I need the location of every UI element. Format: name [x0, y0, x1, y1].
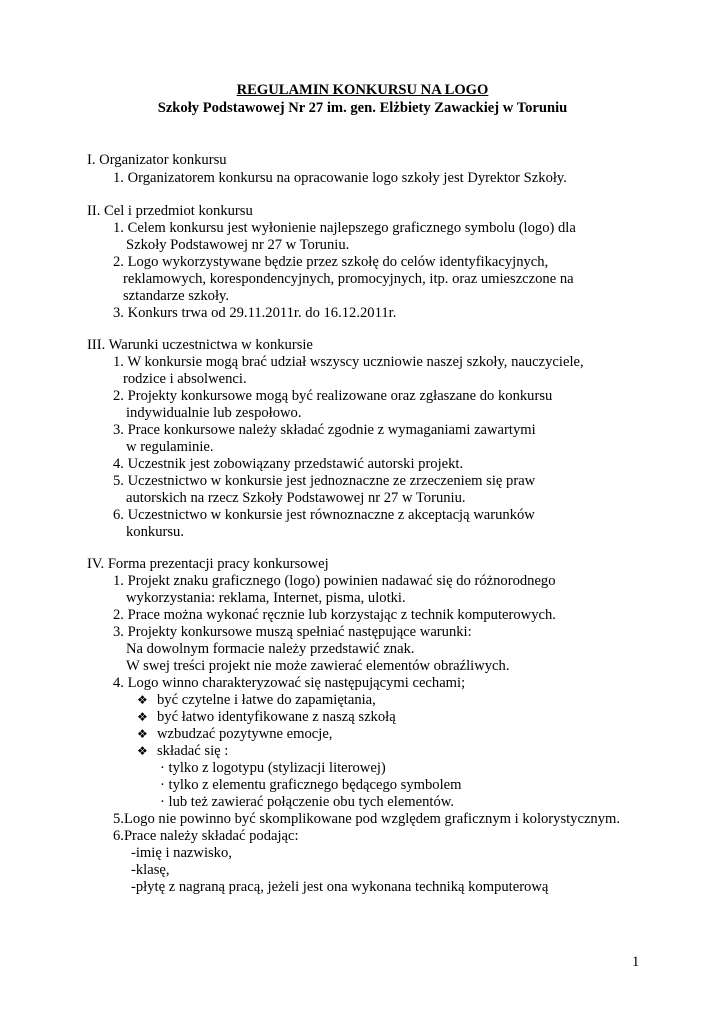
diamond-bullet-icon: ❖ [137, 710, 148, 724]
section-line: 4. Logo winno charakteryzować się następującymi cechami; [113, 675, 466, 691]
section-line: sztandarze szkoły. [123, 288, 230, 304]
section-line: 1. Organizatorem konkursu na opracowanie logo szkoły jest Dyrektor Szkoły. [113, 170, 567, 186]
section-line: autorskich na rzecz Szkoły Podstawowej nr 27 w Toruniu. [126, 490, 466, 506]
diamond-bullet-icon: ❖ [137, 744, 148, 758]
bullet-text: wzbudzać pozytywne emocje, [157, 726, 333, 742]
section-line: Szkoły Podstawowej nr 27 w Toruniu. [126, 237, 350, 253]
section-line: -płytę z nagraną pracą, jeżeli jest ona wykonana techniką komputerową [131, 879, 549, 895]
section-line: w regulaminie. [126, 439, 214, 455]
section-line: rodzice i absolwenci. [123, 371, 247, 387]
section-line: 3. Prace konkursowe należy składać zgodnie z wymaganiami zawartymi [113, 422, 536, 438]
section-line: Na dowolnym formacie należy przedstawić znak. [126, 641, 415, 657]
section-line: 5. Uczestnictwo w konkursie jest jednoznaczne ze zrzeczeniem się praw [113, 473, 536, 489]
bullet-text: składać się : [157, 743, 229, 759]
diamond-bullet-icon: ❖ [137, 727, 148, 741]
page-number: 1 [632, 954, 640, 970]
section-heading-form: IV. Forma prezentacji pracy konkursowej [87, 556, 329, 572]
section-line: -imię i nazwisko, [131, 845, 232, 861]
section-line: 1. Projekt znaku graficznego (logo) powinien nadawać się do różnorodnego [113, 573, 556, 589]
sub-item: · lub też zawierać połączenie obu tych elementów. [160, 794, 455, 810]
section-heading-organizer: I. Organizator konkursu [87, 152, 227, 168]
bullet-item [137, 709, 396, 726]
document-subtitle: Szkoły Podstawowej Nr 27 im. gen. Elżbiety Zawackiej w Toruniu [157, 100, 568, 116]
section-line: 1. W konkursie mogą brać udział wszyscy uczniowie naszej szkoły, nauczyciele, [113, 354, 584, 370]
section-line: 2. Projekty konkursowe mogą być realizowane oraz zgłaszane do konkursu [113, 388, 553, 404]
section-line: konkursu. [126, 524, 184, 540]
bullet-item [137, 692, 376, 709]
document-title: REGULAMIN KONKURSU NA LOGO [236, 82, 489, 98]
section-line: 2. Logo wykorzystywane będzie przez szkołę do celów identyfikacyjnych, [113, 254, 549, 270]
bullet-text: być łatwo identyfikowane z naszą szkołą [157, 709, 396, 725]
section-line: 3. Projekty konkursowe muszą spełniać następujące warunki: [113, 624, 472, 640]
section-heading-conditions: III. Warunki uczestnictwa w konkursie [87, 337, 313, 353]
section-line: 6.Prace należy składać podając: [113, 828, 299, 844]
section-line: W swej treści projekt nie może zawierać elementów obraźliwych. [126, 658, 510, 674]
section-line: wykorzystania: reklama, Internet, pisma, ulotki. [126, 590, 406, 606]
section-heading-goal: II. Cel i przedmiot konkursu [87, 203, 253, 219]
section-line: -klasę, [131, 862, 170, 878]
sub-item: · tylko z elementu graficznego będącego symbolem [160, 777, 462, 793]
bullet-item [137, 743, 228, 760]
diamond-bullet-icon: ❖ [137, 693, 148, 707]
section-line: 1. Celem konkursu jest wyłonienie najlepszego graficznego symbolu (logo) dla [113, 220, 576, 236]
section-line: 4. Uczestnik jest zobowiązany przedstawić autorski projekt. [113, 456, 464, 472]
section-line: 3. Konkurs trwa od 29.11.2011r. do 16.12.2011r. [113, 305, 397, 321]
sub-item: · tylko z logotypu (stylizacji literowej) [160, 760, 386, 776]
section-line: 6. Uczestnictwo w konkursie jest równoznaczne z akceptacją warunków [113, 507, 535, 523]
section-line: 5.Logo nie powinno być skomplikowane pod względem graficznym i kolorystycznym. [113, 811, 621, 827]
bullet-item [137, 726, 332, 743]
section-line: reklamowych, korespondencyjnych, promocyjnych, itp. oraz umieszczone na [123, 271, 574, 287]
bullet-text: być czytelne i łatwe do zapamiętania, [157, 692, 376, 708]
section-line: 2. Prace można wykonać ręcznie lub korzystając z technik komputerowych. [113, 607, 556, 623]
section-line: indywidualnie lub zespołowo. [126, 405, 302, 421]
